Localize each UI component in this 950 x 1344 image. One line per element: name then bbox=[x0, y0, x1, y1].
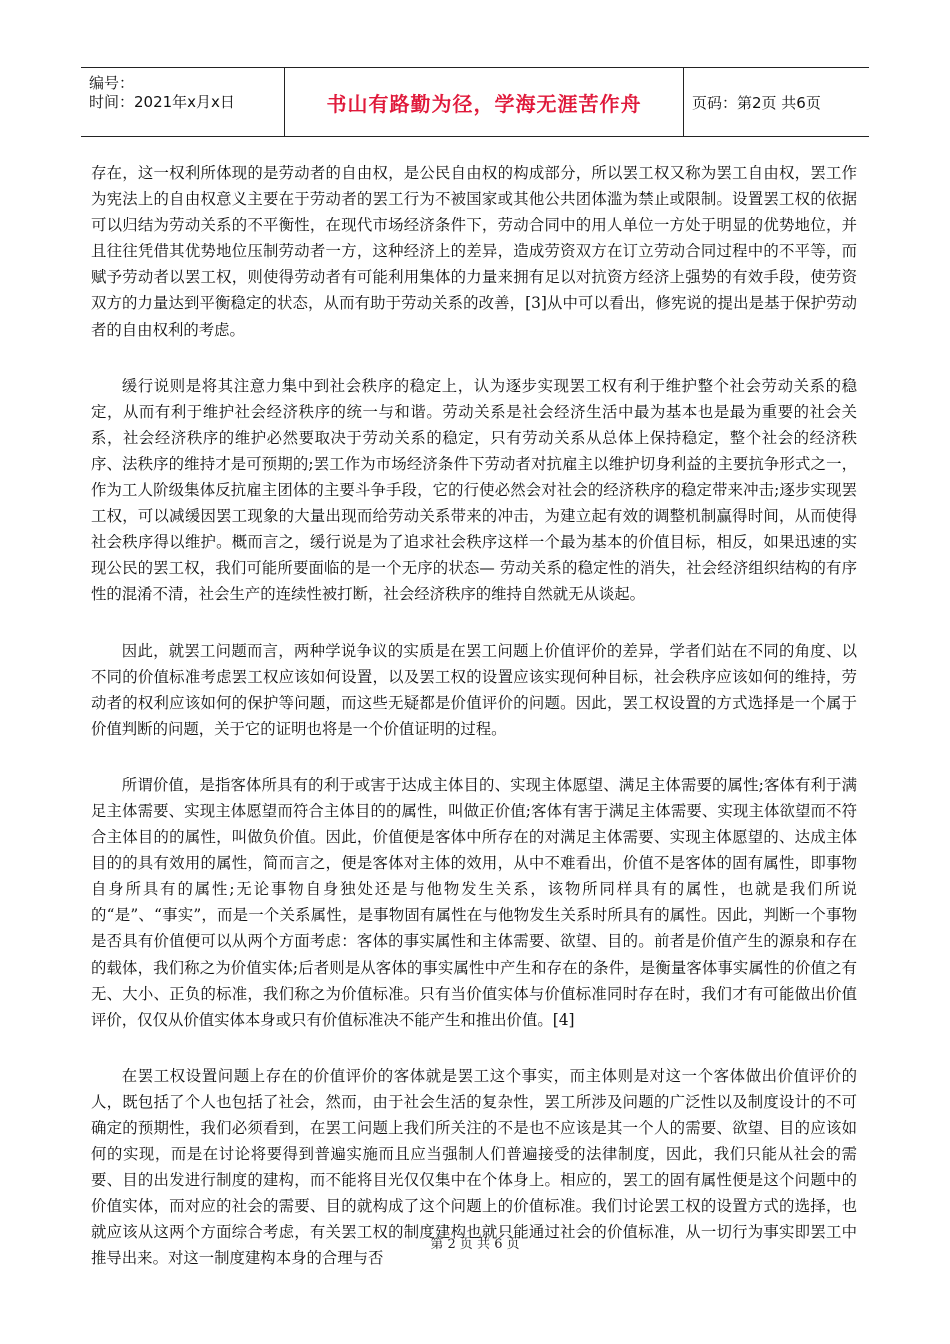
body-paragraph: 在罢工权设置问题上存在的价值评价的客体就是罢工这个事实，而主体则是对这一个客体做出价值评价的人，既包括了个人也包括了社会，然而，由于社会生活的复杂性，罢工所涉及问题的广泛性以及制度设计的不可确定的预期性，我们必须看到，在罢工问题上我们所关注的不是也不应该是其一个人的需要、欲望、目的应该如何的实现，而是在讨论将要得到普遍实施而且应当强制人们普遍接受的法律制度，因此，我们只能从社会的需要、目的出发进行制度的建构，而不能将目光仅仅集中在个体身上。相应的，罢工的固有属性便是这个问题中的价值实体，而对应的社会的需要、目的就构成了这个问题上的价值标准。我们讨论罢工权的设置方式的选择，也就应该从这两个方面综合考虑，有关罢工权的制度建构也就只能通过社会的价值标准，从一切行为事实即罢工中推导出来。对这一制度建构本身的合理与否 bbox=[91, 1066, 857, 1268]
body-paragraph: 缓行说则是将其注意力集中到社会秩序的稳定上，认为逐步实现罢工权有利于维护整个社会劳动关系的稳定，从而有利于维护社会经济秩序的统一与和谐。劳动关系是社会经济生活中最为基本也是最为重要的社会关系，社会经济秩序的维护必然要取决于劳动关系的稳定，只有劳动关系从总体上保持稳定，整个社会的经济秩序、法秩序的维持才是可预期的;罢工作为市场经济条件下劳动者对抗雇主以维护切身利益的主要抗争形式之一，作为工人阶级集体反抗雇主团体的主要斗争手段，它的行使必然会对社会的经济秩序的稳定带来冲击;逐步实现罢工权，可以减缓因罢工现象的大量出现而给劳动关系带来的冲击，为建立起有效的调整机制赢得时间，从而使得社会秩序得以维护。概而言之，缓行说是为了追求社会秩序这样一个最为基本的价值目标，相反，如果迅速的实现公民的罢工权，我们可能所要面临的是一个无序的状态— 劳动关系的稳定性的消失，社会经济组织结构的有序性的混淆不清，社会生产的连续性被打断，社会经济秩序的维持自然就无从谈起。 bbox=[91, 376, 857, 604]
document-time-label: 时间：2021年x月x日 bbox=[89, 93, 235, 111]
body-paragraph-continued: 存在，这一权利所体现的是劳动者的自由权，是公民自由权的构成部分，所以罢工权又称为罢工自由权，罢工作为宪法上的自由权意义主要在于劳动者的罢工行为不被国家或其他公共团体滥为禁止或限制。设置罢工权的依据可以归结为劳动关系的不平衡性，在现代市场经济条件下，劳动合同中的用人单位一方处于明显的优势地位，并且往往凭借其优势地位压制劳动者一方，这种经济上的差异，造成劳资双方在订立劳动合同过程中的不平等，而赋予劳动者以罢工权，则使得劳动者有可能利用集体的力量来拥有足以对抗资方经济上强势的有效手段，使劳资双方的力量达到平衡稳定的状态，从而有助于劳动关系的改善，[3]从中可以看出，修宪说的提出是基于保护劳动者的自由权利的考虑。 bbox=[91, 164, 857, 339]
body-paragraph: 因此，就罢工问题而言，两种学说争议的实质是在罢工问题上价值评价的差异，学者们站在不同的角度、以不同的价值标准考虑罢工权应该如何设置，以及罢工权的设置应该实现何种目标，社会秩序应该如何的维持，劳动者的权利应该如何的保护等问题，而这些无疑都是价值评价的问题。因此，罢工权设置的方式选择是一个属于价值判断的问题，关于它的证明也将是一个价值证明的过程。 bbox=[91, 641, 857, 738]
header-page-info: 页码：第2页 共6页 bbox=[692, 93, 821, 112]
page-header bbox=[81, 67, 869, 137]
page-footer: 第 2 页 共 6 页 bbox=[430, 1237, 520, 1252]
body-paragraph: 所谓价值，是指客体所具有的利于或害于达成主体目的、实现主体愿望、满足主体需要的属性;客体有利于满足主体需要、实现主体愿望而符合主体目的的属性，叫做正价值;客体有害于满足主体需要、实现主体欲望而不符合主体目的的属性，叫做负价值。因此，价值便是客体中所存在的对满足主体需要、实现主体愿望的、达成主体目的的具有效用的属性，简而言之，便是客体对主体的效用，从中不难看出，价值不是客体的固有属性，即事物自身所具有的属性;无论事物自身独处还是与他物发生关系，该物所同样具有的属性，也就是我们所说的“是”、“事实”，而是一个关系属性，是事物固有属性在与他物发生关系时所具有的属性。因此，判断一个事物是否具有价值便可以从两个方面考虑：客体的事实属性和主体需要、欲望、目的。前者是价值产生的源泉和存在的载体，我们称之为价值实体;后者则是从客体的事实属性中产生和存在的条件，是衡量客体事实属性的价值之有无、大小、正负的标准，我们称之为价值标准。只有当价值实体与价值标准同时存在时，我们才有可能做出价值评价，仅仅从价值实体本身或只有价值标准决不能产生和推出价值。[4] bbox=[91, 775, 857, 1029]
header-page-cell bbox=[684, 68, 869, 136]
header-info-cell bbox=[81, 68, 285, 136]
document-number-label: 编号： bbox=[89, 74, 135, 92]
header-motto: 书山有路勤为径，学海无涯苦作舟 bbox=[326, 91, 642, 116]
document-body bbox=[91, 160, 857, 1302]
header-motto-cell bbox=[285, 68, 684, 136]
